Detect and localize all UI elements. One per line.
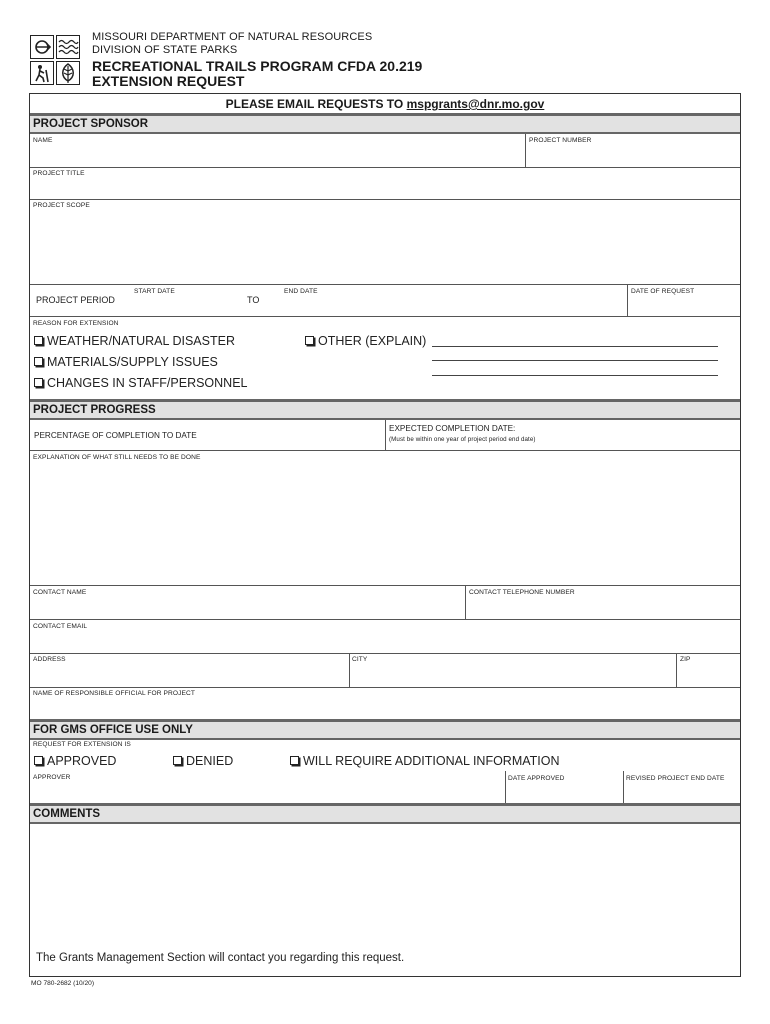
more-info-label: WILL REQUIRE ADDITIONAL INFORMATION (303, 754, 560, 768)
start-date-label: START DATE (134, 288, 175, 295)
section-project-progress (30, 399, 740, 420)
project-scope-label: PROJECT SCOPE (33, 202, 90, 209)
request-status-label: REQUEST FOR EXTENSION IS (33, 741, 131, 748)
weather-checkbox[interactable] (34, 336, 43, 345)
section-comments (30, 803, 740, 824)
revised-end-date-label: REVISED PROJECT END DATE (626, 775, 725, 782)
date-approved-label: DATE APPROVED (508, 775, 565, 782)
form-title: EXTENSION REQUEST (92, 73, 245, 89)
project-period-label: PROJECT PERIOD (36, 295, 115, 305)
zip-label: ZIP (680, 656, 691, 663)
reason-staff-label: CHANGES IN STAFF/PERSONNEL (47, 376, 248, 390)
water-waves-icon (56, 35, 80, 59)
email-banner-text: PLEASE EMAIL REQUESTS TO (225, 97, 404, 111)
more-info-checkbox[interactable] (290, 756, 299, 765)
explanation-label: EXPLANATION OF WHAT STILL NEEDS TO BE DONE (33, 454, 201, 461)
extension-request-form (29, 93, 741, 977)
leaf-icon (56, 61, 80, 85)
contact-email-label: CONTACT EMAIL (33, 623, 88, 630)
staff-checkbox[interactable] (34, 378, 43, 387)
approved-option[interactable] (34, 754, 116, 769)
reason-materials-label: MATERIALS/SUPPLY ISSUES (47, 355, 218, 369)
program-title: RECREATIONAL TRAILS PROGRAM CFDA 20.219 (92, 58, 423, 74)
denied-option[interactable] (173, 754, 233, 769)
contact-name-label: CONTACT NAME (33, 589, 87, 596)
other-explain-line-3[interactable] (432, 375, 718, 376)
date-of-request-label: DATE OF REQUEST (631, 288, 695, 295)
materials-checkbox[interactable] (34, 357, 43, 366)
section-project-sponsor (30, 113, 740, 134)
denied-label: DENIED (186, 754, 234, 768)
address-label: ADDRESS (33, 656, 66, 663)
reason-label: REASON FOR EXTENSION (33, 320, 119, 327)
reason-other-label: OTHER (EXPLAIN) (318, 334, 427, 348)
responsible-official-label: NAME OF RESPONSIBLE OFFICIAL FOR PROJECT (33, 690, 196, 697)
hiker-icon (30, 61, 54, 85)
other-explain-line-1[interactable] (432, 346, 718, 347)
section-heading: COMMENTS (33, 808, 101, 820)
percentage-label: PERCENTAGE OF COMPLETION TO DATE (34, 431, 197, 440)
project-number-label: PROJECT NUMBER (529, 137, 592, 144)
project-title-label: PROJECT TITLE (33, 170, 85, 177)
expected-completion-label: EXPECTED COMPLETION DATE: (389, 424, 516, 433)
reason-other-option[interactable] (305, 334, 426, 349)
approved-checkbox[interactable] (34, 756, 43, 765)
denied-checkbox[interactable] (173, 756, 182, 765)
section-heading: FOR GMS OFFICE USE ONLY (33, 724, 193, 736)
reason-staff-option[interactable] (34, 376, 248, 391)
form-id: MO 780-2682 (10/20) (31, 980, 95, 987)
reason-weather-label: WEATHER/NATURAL DISASTER (47, 334, 235, 348)
email-link[interactable]: mspgrants@dnr.mo.gov (406, 97, 545, 111)
name-label: NAME (33, 137, 53, 144)
other-explain-line-2[interactable] (432, 360, 718, 361)
section-office-use (30, 719, 740, 740)
department-name: MISSOURI DEPARTMENT OF NATURAL RESOURCES (92, 31, 373, 43)
footer-note: The Grants Management Section will contact you regarding this request. (36, 952, 405, 964)
city-label: CITY (352, 656, 368, 663)
expected-completion-note: (Must be within one year of project period end date) (389, 436, 536, 443)
approved-label: APPROVED (47, 754, 117, 768)
other-checkbox[interactable] (305, 336, 314, 345)
section-heading: PROJECT SPONSOR (33, 118, 149, 130)
approver-label: APPROVER (33, 774, 71, 781)
reason-materials-option[interactable] (34, 355, 218, 370)
reason-weather-option[interactable] (34, 334, 235, 349)
to-label: TO (247, 295, 260, 305)
more-info-option[interactable] (290, 754, 560, 769)
end-date-label: END DATE (284, 288, 318, 295)
trail-arrow-icon (30, 35, 54, 59)
division-name: DIVISION OF STATE PARKS (92, 44, 238, 56)
contact-phone-label: CONTACT TELEPHONE NUMBER (469, 589, 575, 596)
section-heading: PROJECT PROGRESS (33, 404, 156, 416)
email-banner (30, 94, 740, 114)
